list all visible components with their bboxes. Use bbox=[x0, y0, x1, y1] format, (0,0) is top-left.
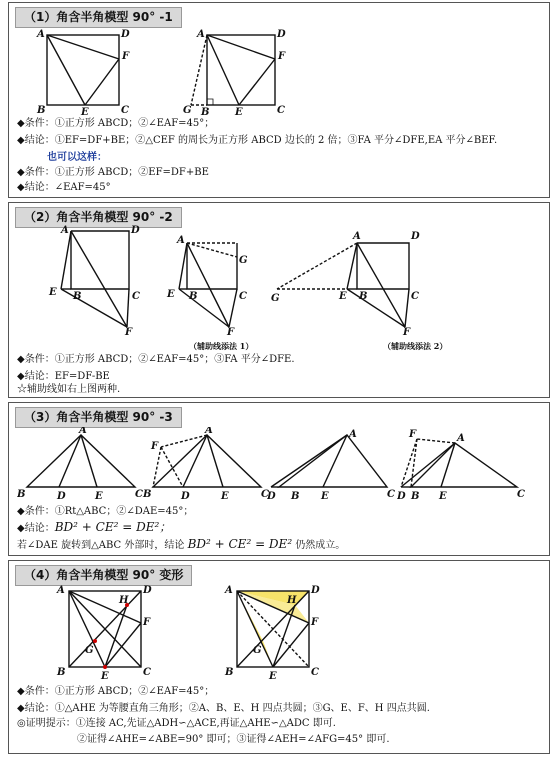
svg-text:F: F bbox=[409, 429, 417, 440]
svg-text:F: F bbox=[227, 327, 235, 335]
svg-text:C: C bbox=[121, 105, 129, 116]
svg-text:A: A bbox=[37, 29, 45, 40]
svg-text:H: H bbox=[119, 595, 129, 606]
svg-text:B: B bbox=[225, 667, 234, 678]
svg-text:F: F bbox=[143, 617, 151, 628]
svg-text:E: E bbox=[101, 671, 109, 682]
svg-text:B: B bbox=[201, 107, 210, 117]
svg-text:E: E bbox=[339, 291, 347, 302]
svg-text:E: E bbox=[95, 491, 103, 502]
section-4-title: （4）角含半角模型 90° 变形 bbox=[15, 565, 192, 586]
s1-conclusion-2: ◆结论：∠EAF=45° bbox=[17, 182, 111, 193]
svg-text:A: A bbox=[197, 29, 205, 40]
s3-extra-pre: 若∠DAE 旋转到△ABC 外部时，结论 bbox=[17, 540, 188, 551]
svg-text:C: C bbox=[411, 291, 419, 302]
svg-text:A: A bbox=[61, 225, 69, 236]
svg-text:D: D bbox=[121, 29, 130, 40]
figure-2b bbox=[157, 223, 277, 335]
svg-text:C: C bbox=[143, 667, 151, 678]
s4-hint-2: ②证得∠AHE=∠ABE=90° 即可；③证得∠AEH=∠AFG=45° 即可. bbox=[77, 734, 390, 745]
svg-text:B: B bbox=[411, 491, 420, 502]
figure-3a bbox=[17, 427, 147, 503]
svg-text:F: F bbox=[403, 327, 411, 335]
section-3-title: （3）角含半角模型 90° -3 bbox=[15, 407, 182, 428]
svg-text:D: D bbox=[143, 585, 152, 596]
s3-condition: ◆条件：①Rt△ABC；②∠DAE=45°； bbox=[17, 506, 194, 517]
s1-condition-2: ◆条件：①正方形 ABCD；②EF=DF+BE bbox=[17, 167, 209, 178]
svg-text:F: F bbox=[125, 327, 133, 335]
figure-3d bbox=[397, 427, 527, 503]
svg-text:D: D bbox=[277, 29, 286, 40]
caption-aux-1: （辅助线添法 1） bbox=[189, 341, 254, 351]
s4-condition: ◆条件：①正方形 ABCD；②∠EAF=45°； bbox=[17, 686, 215, 697]
svg-text:E: E bbox=[167, 289, 175, 300]
svg-text:C: C bbox=[387, 489, 395, 500]
svg-text:E: E bbox=[81, 107, 89, 117]
section-2 bbox=[8, 202, 550, 398]
svg-text:A: A bbox=[177, 235, 185, 246]
svg-text:E: E bbox=[439, 491, 447, 502]
svg-text:C: C bbox=[135, 489, 143, 500]
s3-conclusion-label: ◆结论： bbox=[17, 523, 55, 534]
svg-text:E: E bbox=[321, 491, 329, 502]
svg-text:A: A bbox=[205, 427, 213, 436]
figure-1a bbox=[29, 27, 139, 117]
caption-aux-2: （辅助线添法 2） bbox=[383, 341, 448, 351]
s1-conclusion-1: ◆结论：①EF=DF+BE；②△CEF 的周长为正方形 ABCD 边长的 2 倍；③FA 平分∠DFE,EA 平分∠BEF. bbox=[17, 135, 498, 146]
svg-text:F: F bbox=[151, 441, 159, 452]
svg-text:B: B bbox=[291, 491, 300, 502]
figure-4a bbox=[49, 583, 159, 683]
svg-text:B: B bbox=[359, 291, 368, 302]
s4-conclusion: ◆结论：①△AHE 为等腰直角三角形；②A、B、E、H 四点共圆；③G、E、F、H 四点共圆. bbox=[17, 703, 430, 714]
svg-text:B: B bbox=[73, 291, 82, 302]
s3-conclusion-formula: BD² + CE² = DE²； bbox=[54, 520, 172, 534]
section-2-title: （2）角含半角模型 90° -2 bbox=[15, 207, 182, 228]
s3-extra-post: 仍然成立。 bbox=[292, 540, 346, 551]
section-4 bbox=[8, 560, 550, 754]
svg-text:B: B bbox=[57, 667, 66, 678]
svg-text:C: C bbox=[517, 489, 525, 500]
s2-condition: ◆条件：①正方形 ABCD；②∠EAF=45°；③FA 平分∠DFE. bbox=[17, 354, 295, 365]
svg-text:A: A bbox=[349, 429, 357, 440]
svg-text:D: D bbox=[131, 225, 140, 236]
svg-text:C: C bbox=[239, 291, 247, 302]
svg-text:C: C bbox=[311, 667, 319, 678]
svg-text:D: D bbox=[181, 491, 190, 502]
svg-text:G: G bbox=[183, 105, 192, 116]
svg-text:E: E bbox=[49, 287, 57, 298]
svg-text:A: A bbox=[457, 433, 465, 444]
svg-text:A: A bbox=[353, 231, 361, 242]
s3-extra-formula: BD² + CE² = DE² bbox=[187, 537, 293, 551]
s2-conclusion: ◆结论：EF=DF-BE bbox=[17, 371, 110, 382]
s3-conclusion bbox=[17, 521, 171, 535]
figure-1b bbox=[169, 27, 289, 117]
svg-text:D: D bbox=[311, 585, 320, 596]
svg-text:D: D bbox=[267, 491, 276, 502]
figure-3c bbox=[267, 427, 397, 503]
svg-text:A: A bbox=[225, 585, 233, 596]
s1-also-label: 也可以这样： bbox=[47, 152, 107, 163]
svg-text:A: A bbox=[79, 427, 87, 436]
figure-2a bbox=[39, 223, 149, 335]
svg-text:B: B bbox=[37, 105, 46, 116]
svg-text:F: F bbox=[278, 51, 286, 62]
svg-text:C: C bbox=[132, 291, 140, 302]
svg-text:F: F bbox=[311, 617, 319, 628]
svg-text:C: C bbox=[261, 489, 269, 500]
svg-text:G: G bbox=[271, 293, 280, 304]
svg-text:B: B bbox=[143, 489, 152, 500]
figure-2c bbox=[267, 223, 427, 335]
s4-hint-1: ◎证明提示：①连接 AC,先证△ADH∽△ACE,再证△AHE∽△ADC 即可. bbox=[17, 718, 336, 729]
s3-extra bbox=[17, 538, 345, 552]
svg-text:D: D bbox=[57, 491, 66, 502]
figure-3b bbox=[141, 427, 271, 503]
figure-4b bbox=[217, 583, 327, 683]
svg-text:C: C bbox=[277, 105, 285, 116]
svg-text:E: E bbox=[235, 107, 243, 117]
svg-text:H: H bbox=[287, 595, 297, 606]
svg-text:G: G bbox=[253, 645, 262, 656]
s1-condition-1: ◆条件：①正方形 ABCD；②∠EAF=45°； bbox=[17, 118, 215, 129]
svg-text:A: A bbox=[57, 585, 65, 596]
svg-text:F: F bbox=[122, 51, 130, 62]
section-1-title: （1）角含半角模型 90° -1 bbox=[15, 7, 182, 28]
s2-note: ☆辅助线如右上图两种. bbox=[17, 384, 121, 395]
section-3 bbox=[8, 402, 550, 556]
svg-text:E: E bbox=[269, 671, 277, 682]
svg-text:D: D bbox=[397, 491, 406, 502]
svg-text:G: G bbox=[239, 255, 248, 266]
svg-text:E: E bbox=[221, 491, 229, 502]
svg-text:B: B bbox=[17, 489, 26, 500]
svg-text:G: G bbox=[85, 645, 94, 656]
svg-text:D: D bbox=[411, 231, 420, 242]
section-1 bbox=[8, 2, 550, 198]
svg-text:B: B bbox=[189, 291, 198, 302]
